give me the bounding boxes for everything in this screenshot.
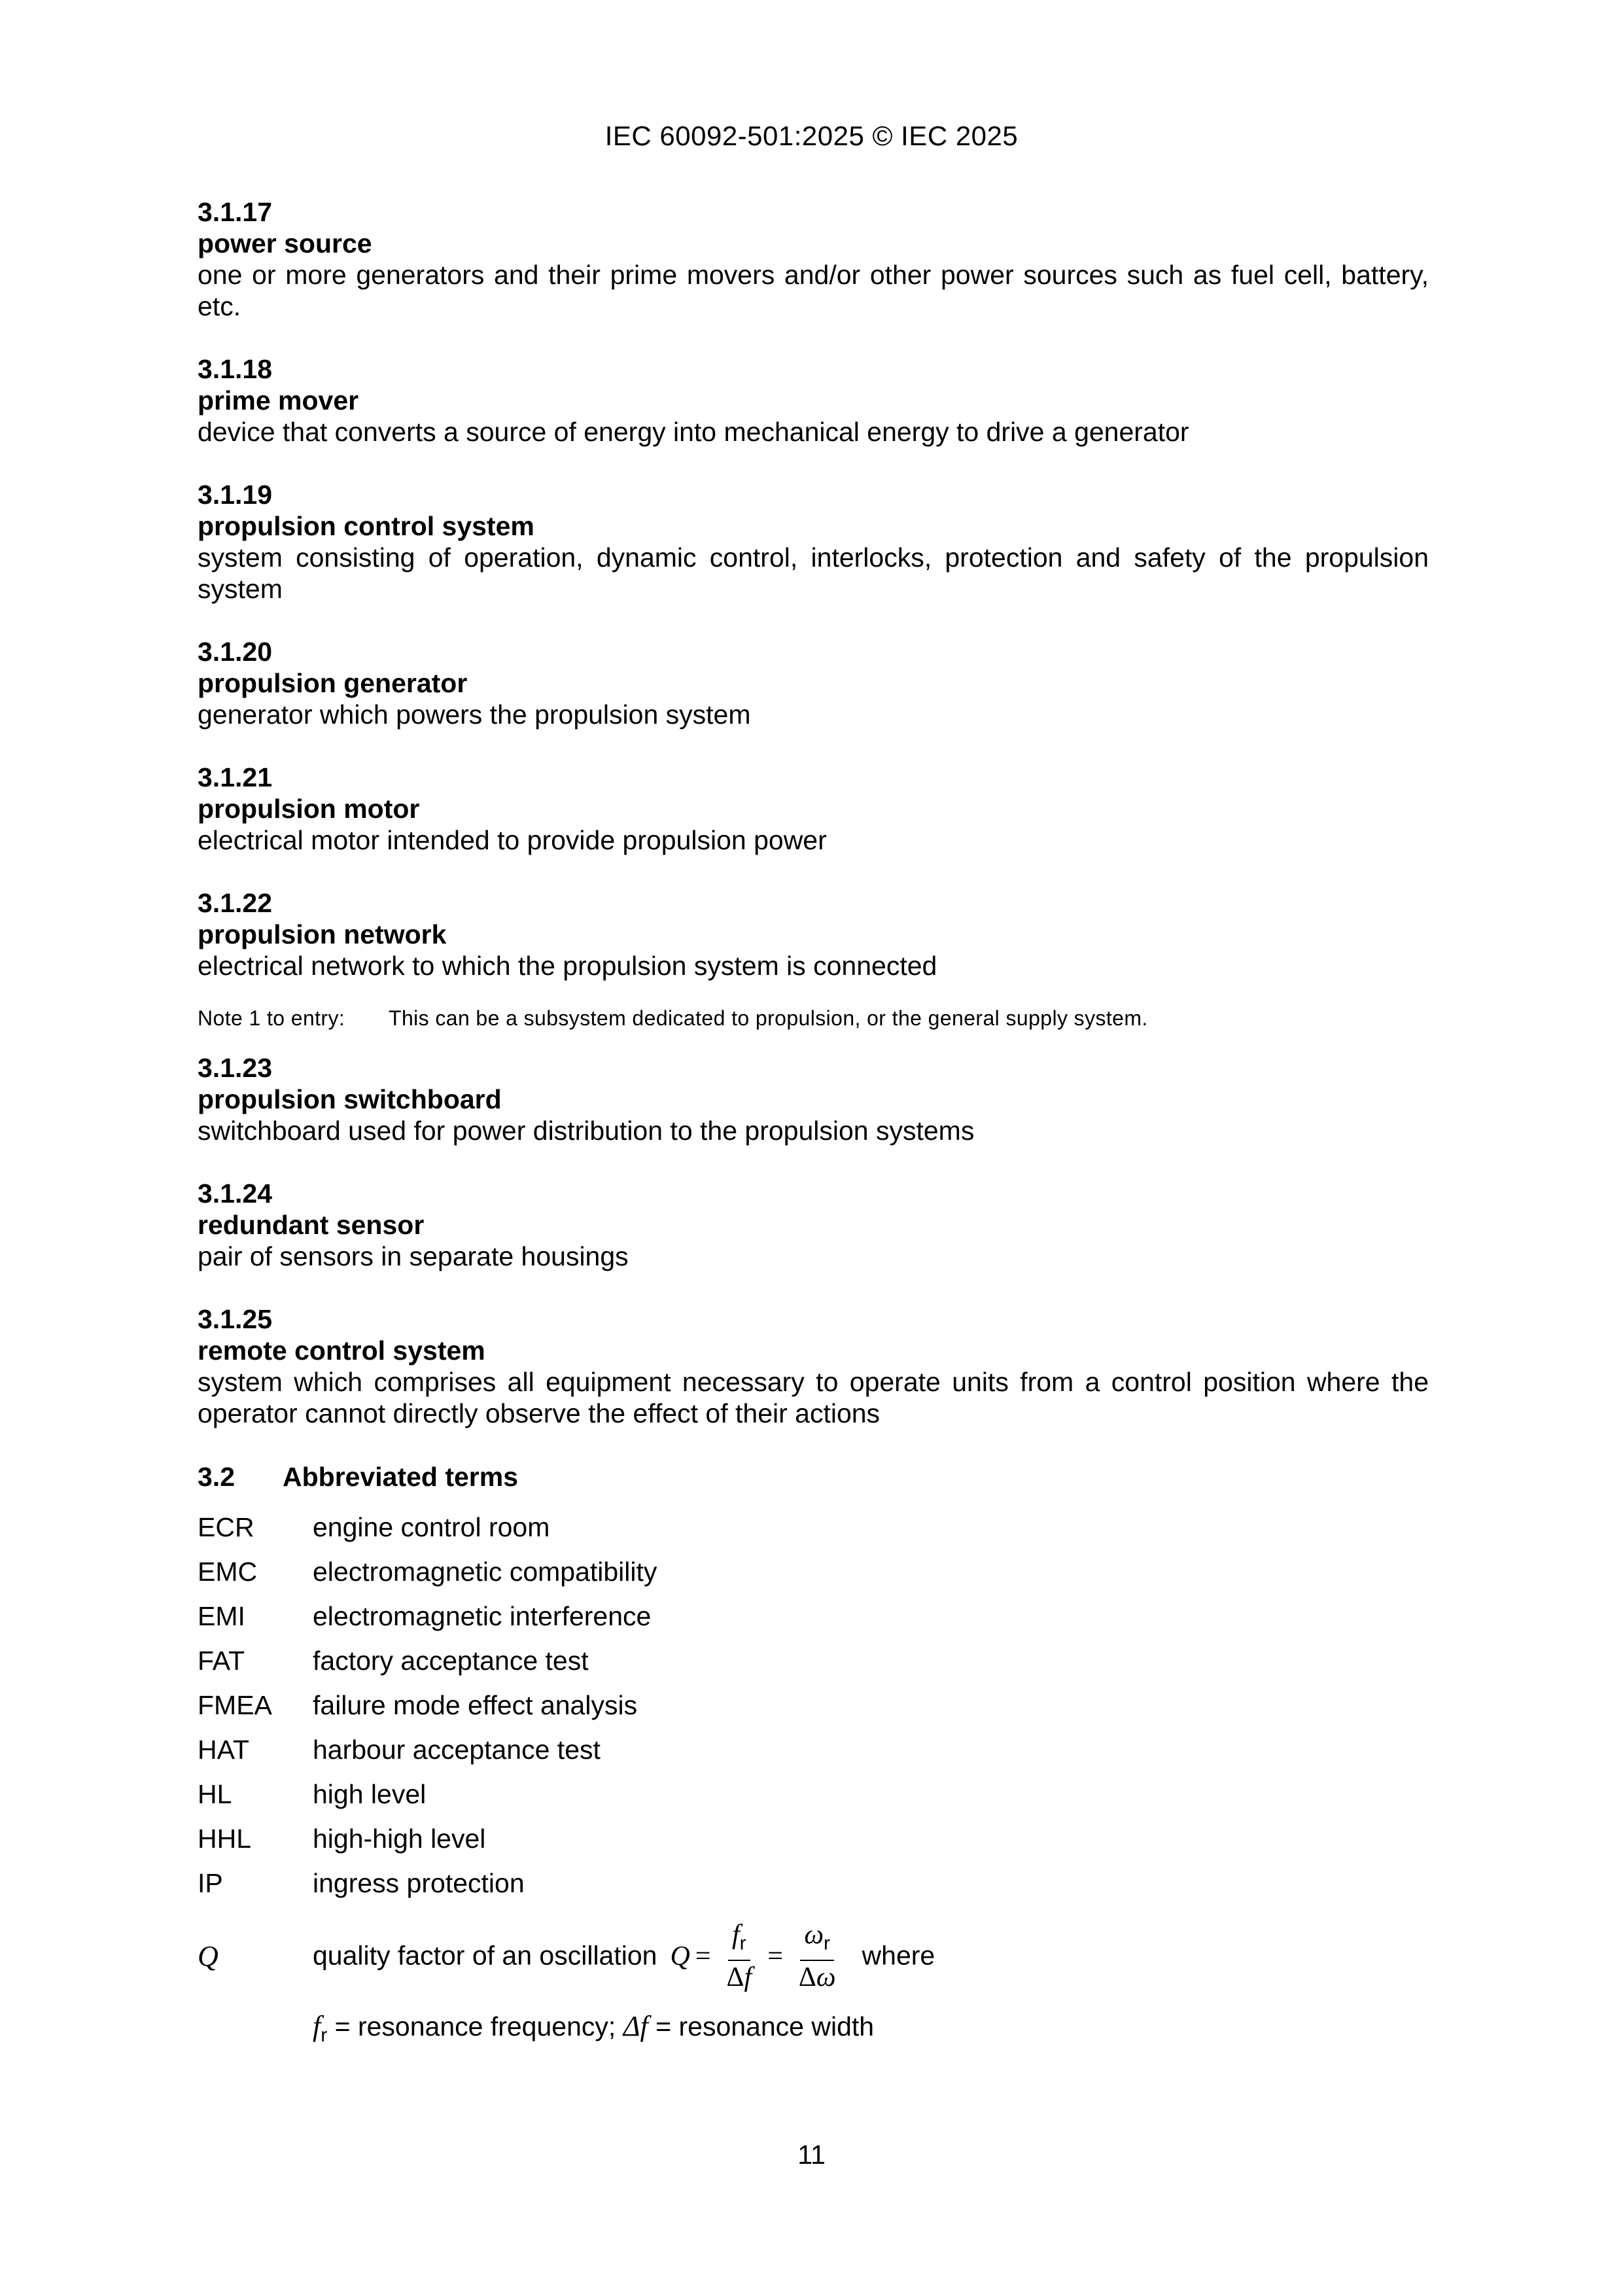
section-number: 3.2	[198, 1462, 235, 1492]
term-definition: electrical network to which the propulsion system is connected	[198, 951, 937, 981]
page-number: 11	[797, 2140, 826, 2170]
note-text: This can be a subsystem dedicated to propulsion, or the general supply system.	[389, 1006, 1148, 1030]
abbreviation-row-q	[198, 1920, 1429, 1992]
abbreviation-value: ingress protection	[313, 1868, 525, 1898]
term-entry	[198, 479, 1429, 605]
abbreviation-key: IP	[198, 1868, 223, 1898]
term-definition: one or more generators and their prime movers and/or other power sources such as fuel cell, battery, etc.	[198, 260, 1429, 321]
abbreviation-list	[198, 1505, 1429, 2055]
abbreviation-value: high level	[313, 1779, 427, 1809]
formula-omega: ω	[816, 1962, 836, 1993]
abbreviation-value: electromagnetic compatibility	[313, 1557, 657, 1587]
term-definition: pair of sensors in separate housings	[198, 1241, 629, 1271]
formula-fraction-omega	[795, 1920, 840, 1992]
term-name: propulsion network	[198, 919, 447, 949]
term-number: 3.1.17	[198, 197, 272, 227]
abbreviation-row	[198, 1816, 1429, 1861]
abbreviation-row	[198, 1594, 1429, 1638]
page-header: IEC 60092-501:2025 © IEC 2025	[604, 120, 1019, 151]
q-description: quality factor of an oscillation	[313, 1940, 657, 1971]
term-name: remote control system	[198, 1335, 485, 1366]
term-number: 3.1.18	[198, 354, 272, 384]
abbreviation-row	[198, 1549, 1429, 1594]
abbreviation-row	[198, 1505, 1429, 1549]
term-entry	[198, 636, 1429, 730]
term-entry	[198, 1303, 1429, 1429]
abbreviation-key: Q	[198, 1939, 218, 1972]
formula-sub-r: r	[824, 1932, 831, 1954]
abbreviation-key: HAT	[198, 1735, 249, 1765]
term-name: propulsion motor	[198, 794, 420, 824]
term-definition: device that converts a source of energy into mechanical energy to drive a generator	[198, 417, 1189, 447]
abbreviation-value: high-high level	[313, 1824, 486, 1854]
abbreviation-key: ECR	[198, 1512, 254, 1542]
term-note	[198, 1005, 1429, 1031]
legend-df-text: = resonance width	[655, 2011, 875, 2042]
term-name: propulsion switchboard	[198, 1084, 502, 1114]
term-name: redundant sensor	[198, 1210, 425, 1240]
term-definition: generator which powers the propulsion system	[198, 699, 751, 730]
note-label: Note 1 to entry:	[198, 1006, 345, 1030]
legend-fr-symbol: f	[313, 2010, 321, 2043]
abbreviation-value: failure mode effect analysis	[313, 1690, 638, 1720]
term-entry	[198, 887, 1429, 981]
term-name: propulsion generator	[198, 668, 468, 698]
section-title: Abbreviated terms	[283, 1462, 519, 1492]
page-content	[198, 196, 1429, 2055]
abbreviation-value	[313, 1920, 1429, 1992]
term-name: power source	[198, 228, 372, 258]
abbreviation-row	[198, 1772, 1429, 1816]
abbreviation-value: factory acceptance test	[313, 1646, 589, 1676]
abbreviation-key: EMC	[198, 1557, 258, 1587]
term-number: 3.1.23	[198, 1053, 272, 1083]
term-number: 3.1.21	[198, 762, 272, 792]
term-definition: system which comprises all equipment necessary to operate units from a control position where the operator cannot directly observe the effect of their actions	[198, 1367, 1429, 1428]
legend-df-symbol: Δf	[623, 2010, 648, 2043]
formula-f: f	[744, 1962, 752, 1993]
formula-legend	[313, 2008, 1429, 2054]
abbreviation-key: FMEA	[198, 1690, 272, 1720]
abbreviation-row	[198, 1683, 1429, 1727]
formula-f: f	[732, 1920, 740, 1950]
term-number: 3.1.24	[198, 1178, 272, 1209]
legend-fr-text: = resonance frequency;	[334, 2011, 616, 2042]
term-number: 3.1.22	[198, 888, 272, 918]
term-entry	[198, 196, 1429, 322]
term-name: prime mover	[198, 385, 359, 415]
term-number: 3.1.25	[198, 1304, 272, 1334]
formula-lhs: Q	[670, 1941, 690, 1971]
abbreviation-row	[198, 1861, 1429, 1905]
abbreviation-key: FAT	[198, 1646, 245, 1676]
legend-fr-sub: r	[321, 2024, 328, 2047]
formula-delta: Δ	[726, 1962, 744, 1993]
term-entry	[198, 1052, 1429, 1146]
formula-fraction-frequency	[723, 1920, 756, 1992]
abbreviation-row	[198, 1638, 1429, 1683]
abbreviation-value: electromagnetic interference	[313, 1601, 652, 1631]
term-definition: system consisting of operation, dynamic control, interlocks, protection and safety of the propulsion system	[198, 542, 1429, 604]
term-number: 3.1.19	[198, 480, 272, 510]
abbreviation-key: EMI	[198, 1601, 245, 1631]
term-definition: switchboard used for power distribution to the propulsion systems	[198, 1116, 975, 1146]
term-name: propulsion control system	[198, 511, 534, 541]
section-heading	[198, 1460, 1429, 1493]
abbreviation-value: harbour acceptance test	[313, 1735, 601, 1765]
q-formula	[670, 1920, 846, 1992]
term-entry	[198, 353, 1429, 448]
term-entry	[198, 1178, 1429, 1272]
term-definition: electrical motor intended to provide propulsion power	[198, 825, 827, 855]
abbreviation-row	[198, 1727, 1429, 1772]
formula-delta: Δ	[798, 1962, 816, 1993]
term-entry	[198, 762, 1429, 856]
formula-equals: =	[767, 1941, 783, 1971]
abbreviation-key: HHL	[198, 1824, 252, 1854]
formula-omega: ω	[804, 1920, 824, 1950]
formula-sub-r: r	[739, 1932, 746, 1954]
abbreviation-value: engine control room	[313, 1512, 550, 1542]
formula-equals: =	[695, 1941, 711, 1971]
q-where: where	[862, 1940, 935, 1971]
term-number: 3.1.20	[198, 637, 272, 667]
abbreviation-key: HL	[198, 1779, 232, 1809]
